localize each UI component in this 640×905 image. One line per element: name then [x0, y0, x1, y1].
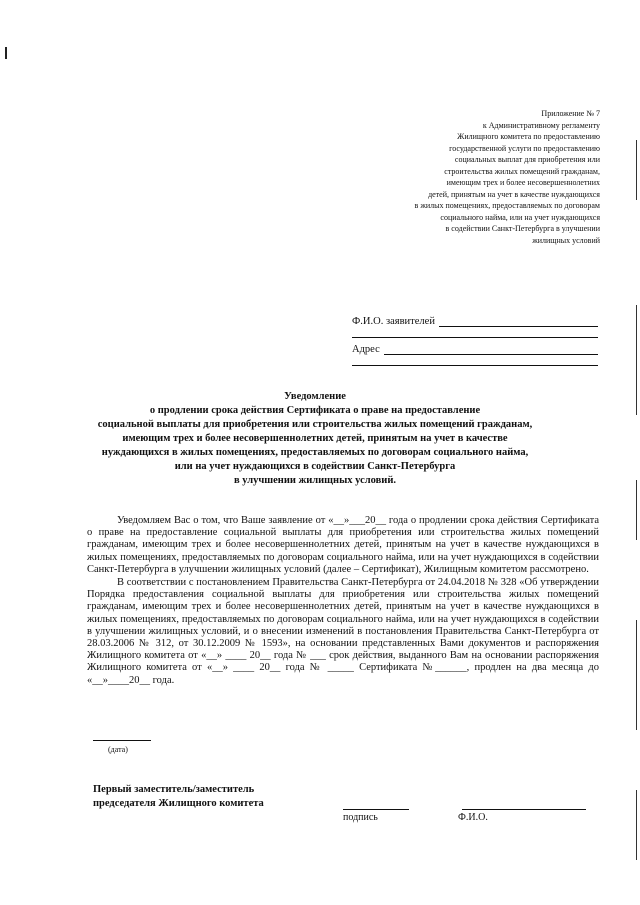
appendix-line: государственной услуги по предоставлению	[449, 143, 600, 153]
applicant-address-field[interactable]	[384, 343, 598, 355]
body-paragraph-2: В соответствии с постановлением Правительства Санкт-Петербурга от 24.04.2018 № 328 «Об утверждении Порядка предоставления социальной выплаты для приобретения или строительства жилых помещений гражданам, имеющим трех и более несовершеннолетних детей, принятым на учет в качестве нуждающихся в жилых помещениях, предоставляемых по договорам социального найма, или на учет нуждающихся в содействии в улучшении жилищных условий, и о внесении изменений в постановления Правительства Санкт-Петербурга от 28.03.2006 № 312, от 30.12.2009 № 1593», на основании представленных Вами документов и распоряжения Жилищного комитета от «__» ____ 20__ года № ___ срок действия, выданного Вам на основании распоряжения Жилищного комитета от «__» ____ 20__ года № _____ Сертификата №______, продлен на два месяца до «__»____20__ года.	[87, 577, 599, 686]
signature-label: подпись	[343, 812, 378, 823]
appendix-line: Приложение № 7	[541, 109, 600, 118]
title-line: или на учет нуждающихся в содействии Санкт-Петербурга	[174, 461, 456, 472]
scan-mark	[5, 47, 7, 59]
date-label: (дата)	[108, 745, 128, 754]
scan-edge-mark	[636, 140, 637, 200]
title-line: социальной выплаты для приобретения или строительства жилых помещений гражданам,	[97, 419, 533, 430]
appendix-line: социальных выплат для приобретения или	[454, 155, 600, 164]
appendix-line: в жилых помещениях, предоставляемых по договорам	[414, 201, 600, 210]
fio-signature-label: Ф.И.О.	[458, 812, 488, 823]
scan-edge-mark	[636, 620, 637, 730]
appendix-block	[350, 108, 600, 246]
position-line-1: Первый заместитель/заместитель	[93, 784, 255, 795]
title-line: Уведомление	[284, 391, 346, 402]
applicant-fio-field[interactable]	[439, 315, 598, 327]
body-paragraph-1: Уведомляем Вас о том, что Ваше заявление от «__»___20__ года о продлении срока действия Сертификата о праве на предоставление социальной выплаты для приобретения или строительства жилых помещений гражданам, имеющим трех и более несовершеннолетних детей, принятым на учет в качестве нуждающихся в жилых помещениях, предоставляемых по договорам социального найма, или на учет нуждающихся в содействии Санкт-Петербурга в улучшении жилищных условий (далее – Сертификат), Жилищным комитетом рассмотрено.	[87, 515, 599, 575]
scan-edge-mark	[636, 305, 637, 415]
appendix-line: детей, принятым на учет в качестве нуждающихся	[428, 189, 600, 199]
appendix-line: имеющим трех и более несовершеннолетних	[446, 178, 600, 187]
applicant-fio-field-line[interactable]	[352, 327, 598, 338]
scan-edge-mark	[636, 790, 637, 860]
signatory-position	[93, 783, 333, 811]
applicant-fio-label: Ф.И.О. заявителей	[352, 316, 435, 327]
applicant-block	[352, 313, 598, 366]
scan-edge-mark	[636, 480, 637, 540]
notice-body	[87, 515, 599, 687]
signature-line[interactable]	[343, 809, 409, 810]
title-line: нуждающихся в жилых помещениях, предоставляемых по договорам социального найма,	[101, 447, 529, 458]
title-line: в улучшении жилищных условий.	[233, 475, 397, 486]
position-line-2: председателя Жилищного комитета	[93, 798, 264, 809]
appendix-line: Жилищного комитета по предоставлению	[457, 132, 600, 141]
applicant-address-field-line[interactable]	[352, 355, 598, 366]
appendix-line: строительства жилых помещений гражданам,	[444, 166, 600, 176]
date-line[interactable]	[93, 740, 151, 741]
applicant-address-label: Адрес	[352, 344, 380, 355]
title-line: о продлении срока действия Сертификата о праве на предоставление	[149, 405, 481, 416]
title-line: имеющим трех и более несовершеннолетних детей, принятым на учет в качестве	[122, 433, 508, 444]
appendix-line: социального найма, или на учет нуждающихся	[440, 212, 600, 222]
appendix-line: жилищных условий	[532, 235, 600, 245]
notice-title	[80, 390, 550, 488]
fio-line[interactable]	[462, 809, 586, 810]
appendix-line: к Административному регламенту	[482, 120, 600, 130]
appendix-line: в содействии Санкт-Петербурга в улучшении	[445, 224, 600, 233]
